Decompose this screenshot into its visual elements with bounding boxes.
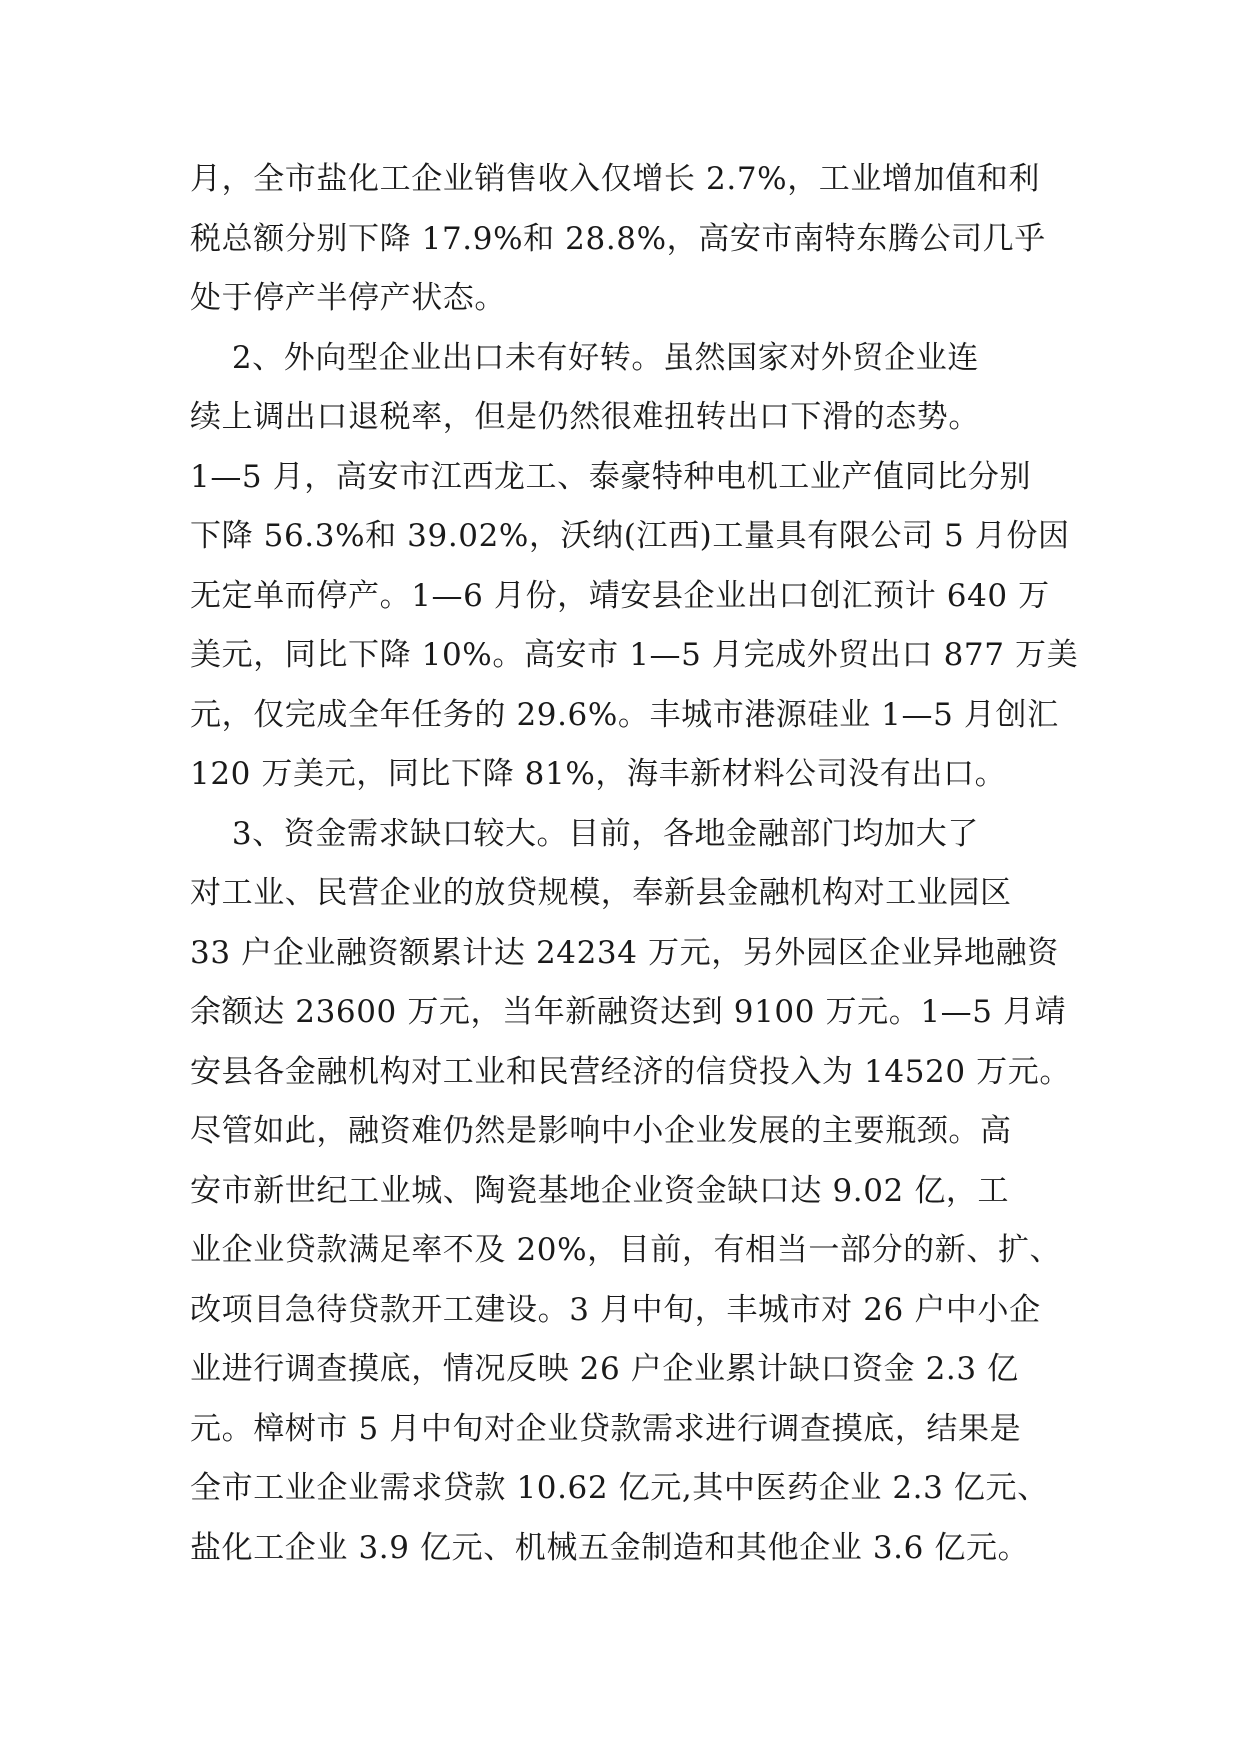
text-line: 全市工业企业需求贷款 10.62 亿元,其中医药企业 2.3 亿元、 (190, 1470, 1049, 1506)
text-line: 余额达 23600 万元，当年新融资达到 9100 万元。1—5 月靖 (190, 994, 1067, 1030)
text-line: 改项目急待贷款开工建设。3 月中旬，丰城市对 26 户中小企 (190, 1291, 1041, 1328)
text-line: 税总额分别下降 17.9%和 28.8%，高安市南特东腾公司几乎 (190, 220, 1046, 257)
text-line: 1—5 月，高安市江西龙工、泰豪特种电机工业产值同比分别 (190, 458, 1032, 495)
text-line: 续上调出口退税率，但是仍然很难扭转出口下滑的态势。 (190, 399, 980, 435)
body-text (190, 150, 1079, 1578)
text-line: 业企业贷款满足率不及 20%，目前，有相当一部分的新、扩、 (190, 1232, 1062, 1268)
text-line: 处于停产半停产状态。 (190, 280, 506, 316)
text-line: 下降 56.3%和 39.02%，沃纳(江西)工量具有限公司 5 月份因 (190, 518, 1070, 554)
text-line: 无定单而停产。1—6 月份，靖安县企业出口创汇预计 640 万 (190, 577, 1050, 614)
text-line: 元。樟树市 5 月中旬对企业贷款需求进行调查摸底，结果是 (190, 1410, 1022, 1447)
text-line: 美元，同比下降 10%。高安市 1—5 月完成外贸出口 877 万美 (190, 637, 1079, 673)
text-line: 元，仅完成全年任务的 29.6%。丰城市港源硅业 1—5 月创汇 (190, 696, 1059, 733)
text-line: 盐化工企业 3.9 亿元、机械五金制造和其他企业 3.6 亿元。 (190, 1529, 1030, 1566)
text-line: 尽管如此，融资难仍然是影响中小企业发展的主要瓶颈。高 (190, 1113, 1012, 1149)
text-line: 业进行调查摸底，情况反映 26 户企业累计缺口资金 2.3 亿 (190, 1351, 1019, 1387)
text-line: 月，全市盐化工企业销售收入仅增长 2.7%，工业增加值和利 (190, 161, 1041, 197)
text-line: 安县各金融机构对工业和民营经济的信贷投入为 14520 万元。 (190, 1053, 1071, 1090)
text-line: 33 户企业融资额累计达 24234 万元，另外园区企业异地融资 (190, 934, 1059, 971)
text-line: 120 万美元，同比下降 81%，海丰新材料公司没有出口。 (190, 756, 1007, 792)
text-line: 2、外向型企业出口未有好转。虽然国家对外贸企业连 (190, 339, 979, 376)
text-line: 3、资金需求缺口较大。目前，各地金融部门均加大了 (190, 815, 979, 852)
text-line: 安市新世纪工业城、陶瓷基地企业资金缺口达 9.02 亿，工 (190, 1172, 1010, 1209)
text-line: 对工业、民营企业的放贷规模，奉新县金融机构对工业园区 (190, 875, 1012, 911)
